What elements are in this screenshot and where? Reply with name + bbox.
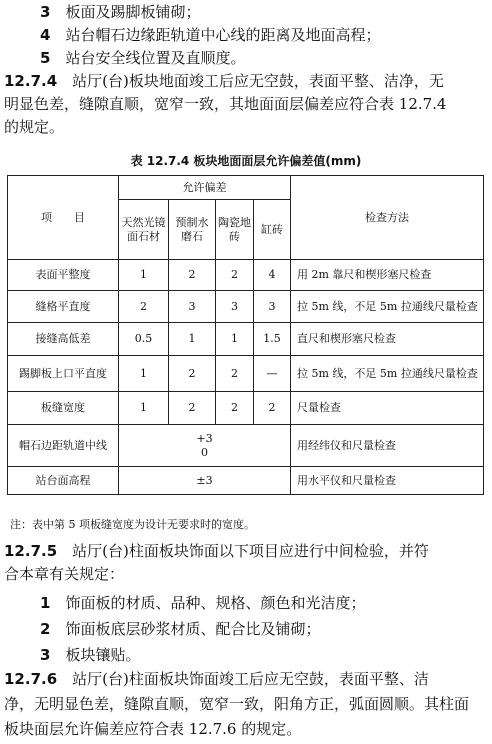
list-item	[40, 645, 140, 665]
cell-value: 3	[169, 291, 216, 323]
cell-value: 2	[216, 392, 254, 425]
table-row	[8, 260, 484, 291]
cell-value: 1	[119, 392, 169, 425]
row-item: 帽石边距轨道中线	[8, 425, 119, 467]
row-item: 板缝宽度	[8, 392, 119, 425]
item-text: 板面及踢脚板铺砌；	[65, 3, 201, 21]
clause-number: 12.7.4	[4, 72, 58, 90]
clause-1276-line3: 板块面层允许偏差应符合表 12.7.6 的规定。	[4, 720, 302, 738]
cell-value: 2	[169, 392, 216, 425]
clause-1275-line2: 合本章有关规定：	[4, 565, 125, 583]
deviation-table	[7, 175, 484, 495]
header-allowance: 允许偏差	[119, 176, 291, 200]
item-number: 1	[40, 594, 51, 612]
cell-value: 2	[216, 356, 254, 392]
clause-number: 12.7.6	[4, 670, 58, 688]
clause-1274-line1	[4, 71, 444, 91]
cell-value: 0.5	[119, 323, 169, 356]
clause-1276-line1	[4, 669, 429, 689]
table-header-row	[8, 176, 484, 200]
item-number: 5	[40, 49, 51, 67]
row-item: 表面平整度	[8, 260, 119, 291]
cell-value: 1	[119, 260, 169, 291]
clause-1275-line1	[4, 541, 429, 561]
cell-merged-value: ±3	[119, 467, 291, 495]
item-number: 4	[40, 26, 51, 44]
cell-value: 1	[216, 323, 254, 356]
row-method: 尺量检查	[291, 392, 484, 425]
item-number: 3	[40, 3, 51, 21]
item-text: 饰面板的材质、品种、规格、颜色和光洁度；	[65, 594, 366, 612]
row-method: 用 2m 靠尺和楔形塞尺检查	[291, 260, 484, 291]
clause-text: 站厅(台)板块地面竣工后应无空鼓，表面平整、洁净，无	[72, 72, 444, 90]
cell-value: 2	[254, 392, 291, 425]
table-row	[8, 425, 484, 467]
cell-merged-value: +3 0	[119, 425, 291, 467]
cell-value: 3	[216, 291, 254, 323]
table-row	[8, 356, 484, 392]
item-text: 饰面板底层砂浆材质、配合比及铺砌；	[65, 620, 321, 638]
row-method: 拉 5m 线，不足 5m 拉通线尺量检查	[291, 291, 484, 323]
clause-1276-line2: 净，无明显色差，缝隙直顺，宽窄一致，阳角方正，弧面圆顺。其柱面	[4, 695, 470, 713]
clause-1274-line3: 的规定。	[4, 118, 65, 136]
item-number: 2	[40, 620, 51, 638]
cell-value: 1.5	[254, 323, 291, 356]
header-col-terrazzo: 预制水磨石	[169, 200, 216, 260]
cell-value: 1	[169, 323, 216, 356]
cell-value: 4	[254, 260, 291, 291]
header-col-natural-stone: 天然光镜面石材	[119, 200, 169, 260]
list-item	[40, 593, 365, 613]
clause-1274-line2: 明显色差，缝隙直顺，宽窄一致，其地面面层偏差应符合表 12.7.4	[4, 95, 447, 113]
cell-value: 2	[169, 356, 216, 392]
list-item	[40, 25, 380, 45]
table-note: 注：表中第 5 项板缝宽度为设计无要求时的宽度。	[10, 518, 255, 531]
list-item	[40, 2, 200, 22]
cell-value: 2	[216, 260, 254, 291]
list-item	[40, 48, 245, 68]
row-method: 用经纬仪和尺量检查	[291, 425, 484, 467]
cell-value: —	[254, 356, 291, 392]
row-item: 踢脚板上口平直度	[8, 356, 119, 392]
table-row	[8, 291, 484, 323]
clause-number: 12.7.5	[4, 542, 58, 560]
item-text: 站台安全线位置及直顺度。	[65, 49, 246, 67]
header-item: 项 目	[8, 176, 119, 260]
row-method: 直尺和楔形塞尺检查	[291, 323, 484, 356]
table-row	[8, 392, 484, 425]
row-item: 站台面高程	[8, 467, 119, 495]
row-method: 用水平仪和尺量检查	[291, 467, 484, 495]
row-method: 拉 5m 线，不足 5m 拉通线尺量检查	[291, 356, 484, 392]
cell-value: 1	[119, 356, 169, 392]
header-method: 检查方法	[291, 176, 484, 260]
table-row	[8, 323, 484, 356]
header-col-ceramic: 陶瓷地砖	[216, 200, 254, 260]
item-number: 3	[40, 646, 51, 664]
table-row	[8, 467, 484, 495]
list-item	[40, 619, 320, 639]
header-col-clinker: 缸砖	[254, 200, 291, 260]
table-caption: 表 12.7.4 板块地面面层允许偏差值(mm)	[130, 154, 362, 168]
item-text: 板块镶贴。	[65, 646, 141, 664]
cell-value: 2	[169, 260, 216, 291]
cell-value: 2	[119, 291, 169, 323]
cell-value: 3	[254, 291, 291, 323]
row-item: 缝格平直度	[8, 291, 119, 323]
clause-text: 站厅(台)柱面板块饰面以下项目应进行中间检验，并符	[72, 542, 429, 560]
clause-text: 站厅(台)柱面板块饰面竣工后应无空鼓，表面平整、洁	[72, 670, 429, 688]
row-item: 接缝高低差	[8, 323, 119, 356]
item-text: 站台帽石边缘距轨道中心线的距离及地面高程；	[65, 26, 381, 44]
